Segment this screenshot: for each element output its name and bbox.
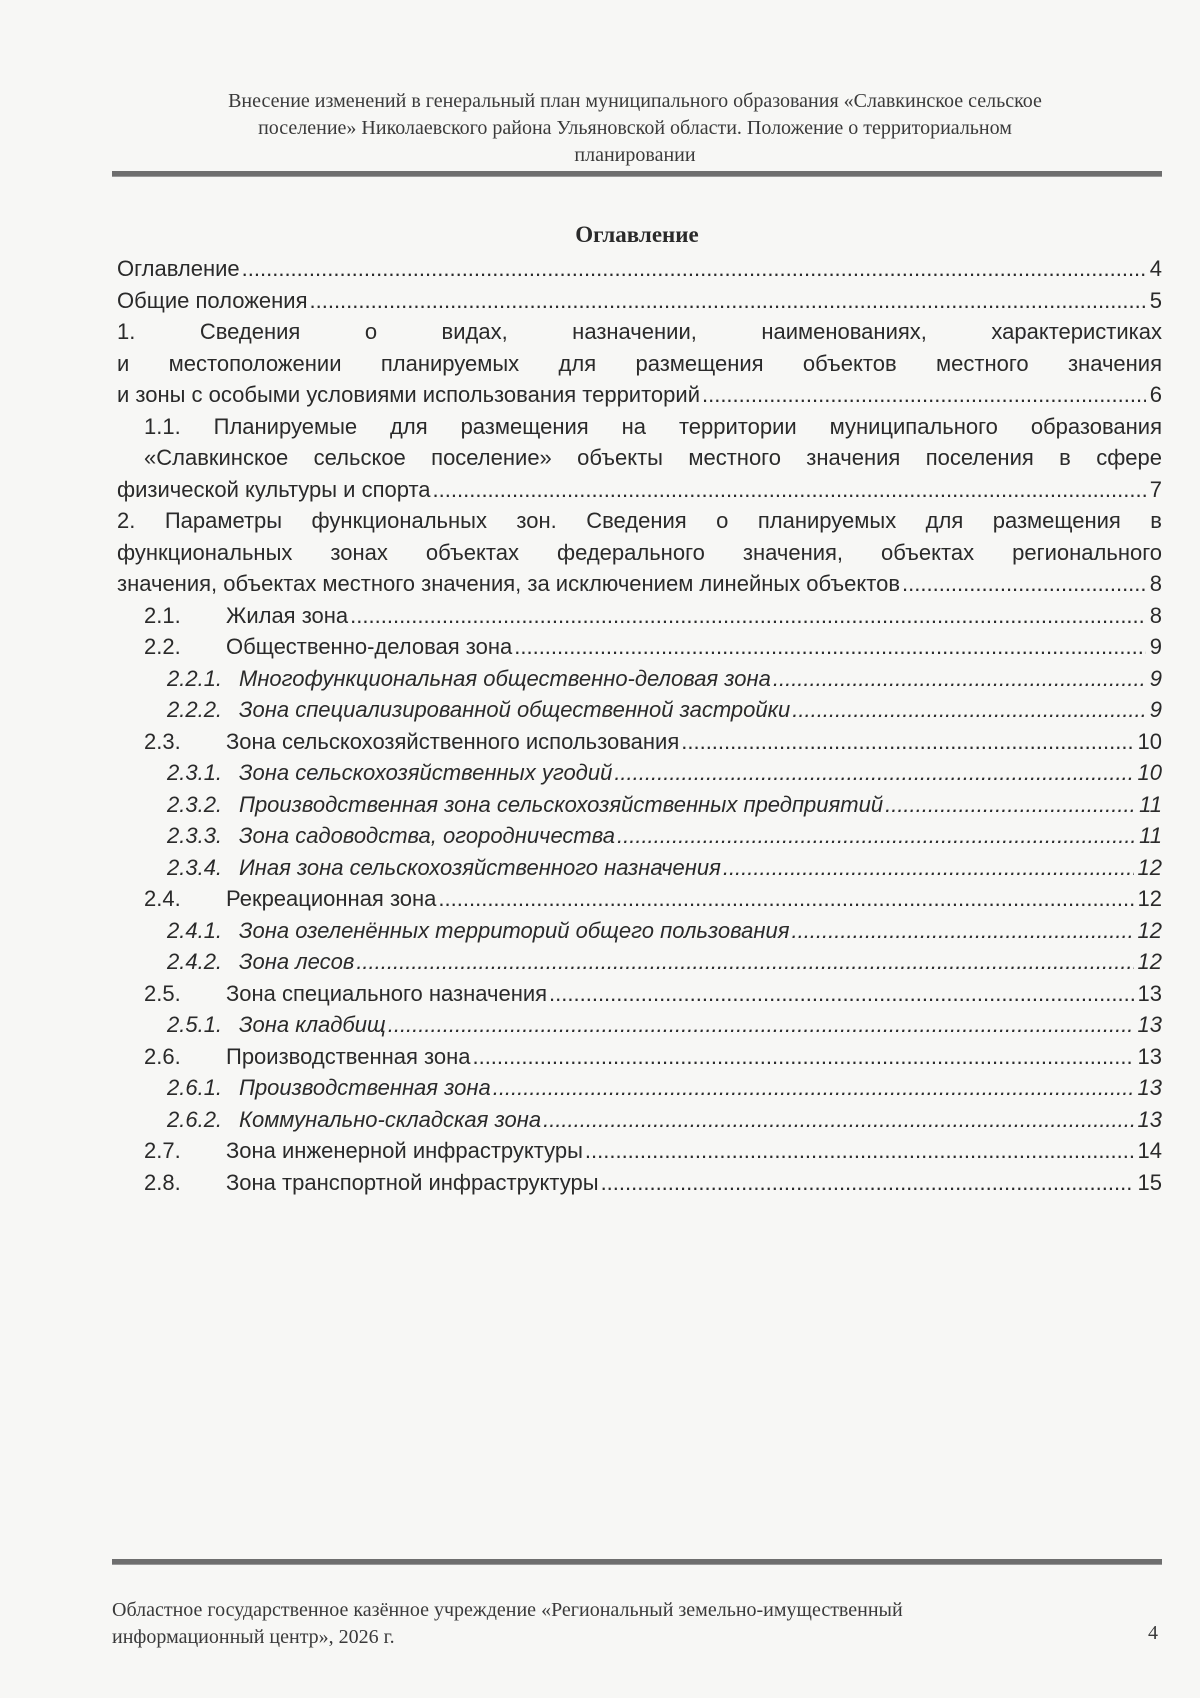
toc-entry-page: 15 [1137,1169,1162,1195]
toc-entry-number: 2.1. [144,602,181,628]
toc-leader-dots [493,1072,1134,1104]
toc-entry[interactable] [117,852,1162,884]
toc-entry-number: 2.6. [144,1043,181,1069]
toc-entry-text: Зона сельскохозяйственных угодий [239,760,613,785]
toc-entry-number: 2.6.2. [167,1106,223,1132]
toc-leader-dots [350,600,1146,632]
toc-leader-dots [585,1135,1134,1167]
toc-entry-text: Зона транспортной инфраструктуры [226,1169,599,1195]
toc-entry[interactable] [117,411,1162,506]
toc-entry-text: Многофункциональная общественно-деловая зона [239,665,771,691]
toc-entry[interactable] [117,757,1162,789]
toc-leader-dots [681,726,1133,758]
toc-entry-page: 9 [1149,665,1162,691]
toc-entry-number: 2.5. [144,980,181,1006]
toc-entry[interactable] [117,1167,1162,1199]
toc-entry[interactable] [117,600,1162,632]
toc-entry-number: 2.2.2. [167,697,223,722]
toc-entry-page: 13 [1137,1075,1162,1100]
toc-leader-dots [438,883,1133,915]
toc-leader-dots [617,820,1135,852]
table-of-contents [117,253,1162,1198]
toc-entry-text: Жилая зона [226,602,349,628]
toc-leader-dots [702,379,1146,411]
toc-entry-number: 2.6.1. [167,1075,223,1100]
toc-entry[interactable] [117,1041,1162,1073]
toc-leader-dots [601,1167,1134,1199]
toc-entry-number: 2.3.3. [167,823,223,848]
toc-entry-page: 5 [1149,287,1162,313]
header-line: планировании [574,144,696,166]
toc-entry[interactable] [117,915,1162,947]
toc-title: Оглавление [575,222,699,247]
toc-entry[interactable] [117,789,1162,821]
toc-entry-number: 2. [117,508,136,533]
toc-entry-text: Зона озеленённых территорий общего пользования [239,917,790,943]
toc-entry-number: 2.4.2. [167,949,223,974]
toc-entry-text: и зоны с особыми условиями использования территорий [117,382,700,407]
toc-entry-text: Сведения о видах, назначении, наименованиях, характеристиках [199,319,1162,344]
toc-entry-line: «Славкинское сельское поселение» объекты местного значения поселения в сфере [144,445,1162,470]
toc-entry[interactable] [117,946,1162,978]
document-footer [112,1597,1072,1651]
toc-entry-text: Зона инженерной инфраструктуры [226,1138,583,1163]
toc-entry[interactable] [117,820,1162,852]
toc-entry-line: и местоположении планируемых для размещения объектов местного значения [117,350,1162,376]
toc-entry-text: Оглавление [117,256,240,281]
header-line: Внесение изменений в генеральный план муниципального образования «Славкинское сельское [228,90,1042,112]
toc-entry-line [117,316,1162,348]
toc-leader-dots [242,253,1146,285]
toc-entry-page: 8 [1149,571,1162,596]
toc-leader-dots [723,852,1134,884]
toc-entry[interactable] [117,978,1162,1010]
toc-entry-number: 2.4. [144,886,181,911]
toc-leader-dots [543,1104,1133,1136]
toc-entry-text: Рекреационная зона [226,886,437,911]
toc-entry[interactable] [117,1104,1162,1136]
toc-leader-dots [773,663,1146,695]
toc-entry-number: 2.3.2. [167,791,223,817]
toc-entry-page: 8 [1149,602,1162,628]
toc-entry-text: Параметры функциональных зон. Сведения о планируемых для размещения в [164,508,1162,533]
toc-entry-number: 1. [117,319,136,344]
toc-entry[interactable] [117,285,1162,317]
toc-entry-line: функциональных зонах объектах федерального значения, объектах регионального [117,539,1162,565]
toc-entry-page: 11 [1139,823,1162,848]
toc-leader-dots [614,757,1133,789]
toc-entry-line [117,505,1162,537]
toc-entry-number: 2.7. [144,1138,181,1163]
toc-leader-dots [388,1009,1134,1041]
header-line: поселение» Николаевского района Ульяновской области. Положение о территориальном [258,117,1012,139]
document-header [110,88,1160,169]
toc-leader-dots [514,631,1146,663]
toc-entry-number: 2.8. [144,1169,181,1195]
toc-entry-number: 1.1. [144,413,181,439]
toc-entry-page: 14 [1137,1138,1162,1163]
toc-leader-dots [310,285,1146,317]
toc-entry-text: Планируемые для размещения на территории муниципального образования [213,413,1162,439]
toc-entry-number: 2.5.1. [167,1012,223,1037]
toc-entry-number: 2.4.1. [167,917,223,943]
toc-entry-number: 2.2.1. [167,665,223,691]
toc-entry[interactable] [117,694,1162,726]
toc-entry-page: 9 [1149,697,1162,722]
toc-entry[interactable] [117,1135,1162,1167]
toc-entry-line [144,411,1162,443]
toc-entry-page: 12 [1137,886,1162,911]
toc-leader-dots [791,915,1133,947]
toc-entry-page: 6 [1149,382,1162,407]
toc-entry-page: 12 [1137,949,1162,974]
toc-entry-text: Зона сельскохозяйственного использования [226,728,680,754]
toc-leader-dots [792,694,1146,726]
toc-entry[interactable] [117,726,1162,758]
toc-entry-number: 2.3.4. [167,854,223,880]
toc-entry-page: 7 [1149,476,1162,502]
toc-entry-text: Общие положения [117,287,308,313]
toc-entry-text: значения, объектах местного значения, за исключением линейных объектов [117,571,901,596]
toc-entry-text: Коммунально-складская зона [239,1106,542,1132]
page-number: 4 [1148,1622,1158,1644]
toc-entry-page: 11 [1139,791,1162,817]
toc-entry-number: 2.3. [144,728,181,754]
toc-entry-page: 13 [1137,980,1162,1006]
toc-entry-page: 10 [1137,728,1162,754]
toc-entry-text: Зона кладбищ [239,1012,386,1037]
toc-entry-text: Зона специализированной общественной застройки [239,697,791,722]
footer-line: Областное государственное казённое учреждение «Региональный земельно-имущественный [112,1599,903,1621]
toc-entry[interactable] [117,631,1162,663]
toc-leader-dots [433,474,1146,506]
toc-entry-number: 2.3.1. [167,760,223,785]
toc-entry-text: физической культуры и спорта [117,476,431,502]
toc-entry[interactable] [117,1009,1162,1041]
toc-entry-page: 13 [1137,1043,1162,1069]
header-divider [112,171,1162,177]
toc-entry[interactable] [117,253,1162,285]
toc-entry-page: 4 [1149,256,1162,281]
toc-entry-text: Иная зона сельскохозяйственного назначения [239,854,721,880]
footer-line: информационный центр», 2026 г. [112,1626,395,1648]
toc-entry-text: Зона специального назначения [226,980,548,1006]
toc-entry[interactable] [117,663,1162,695]
footer-divider [112,1559,1162,1565]
toc-leader-dots [885,789,1135,821]
toc-entry-text: Зона садоводства, огородничества [239,823,615,848]
toc-entry-page: 9 [1149,634,1162,659]
toc-entry-number: 2.2. [144,634,181,659]
toc-entry-page: 13 [1137,1106,1162,1132]
toc-entry[interactable] [117,316,1162,411]
toc-entry-text: Зона лесов [239,949,355,974]
toc-entry[interactable] [117,505,1162,600]
toc-entry-text: Общественно-деловая зона [226,634,513,659]
toc-leader-dots [356,946,1133,978]
toc-leader-dots [472,1041,1133,1073]
toc-entry[interactable] [117,1072,1162,1104]
toc-entry[interactable] [117,883,1162,915]
toc-entry-page: 13 [1137,1012,1162,1037]
toc-entry-page: 12 [1137,854,1162,880]
toc-entry-page: 12 [1137,917,1162,943]
toc-entry-text: Производственная зона [226,1043,471,1069]
toc-entry-text: Производственная зона сельскохозяйственных предприятий [239,791,884,817]
toc-entry-page: 10 [1137,760,1162,785]
toc-leader-dots [549,978,1133,1010]
toc-leader-dots [902,568,1146,600]
toc-entry-text: Производственная зона [239,1075,491,1100]
